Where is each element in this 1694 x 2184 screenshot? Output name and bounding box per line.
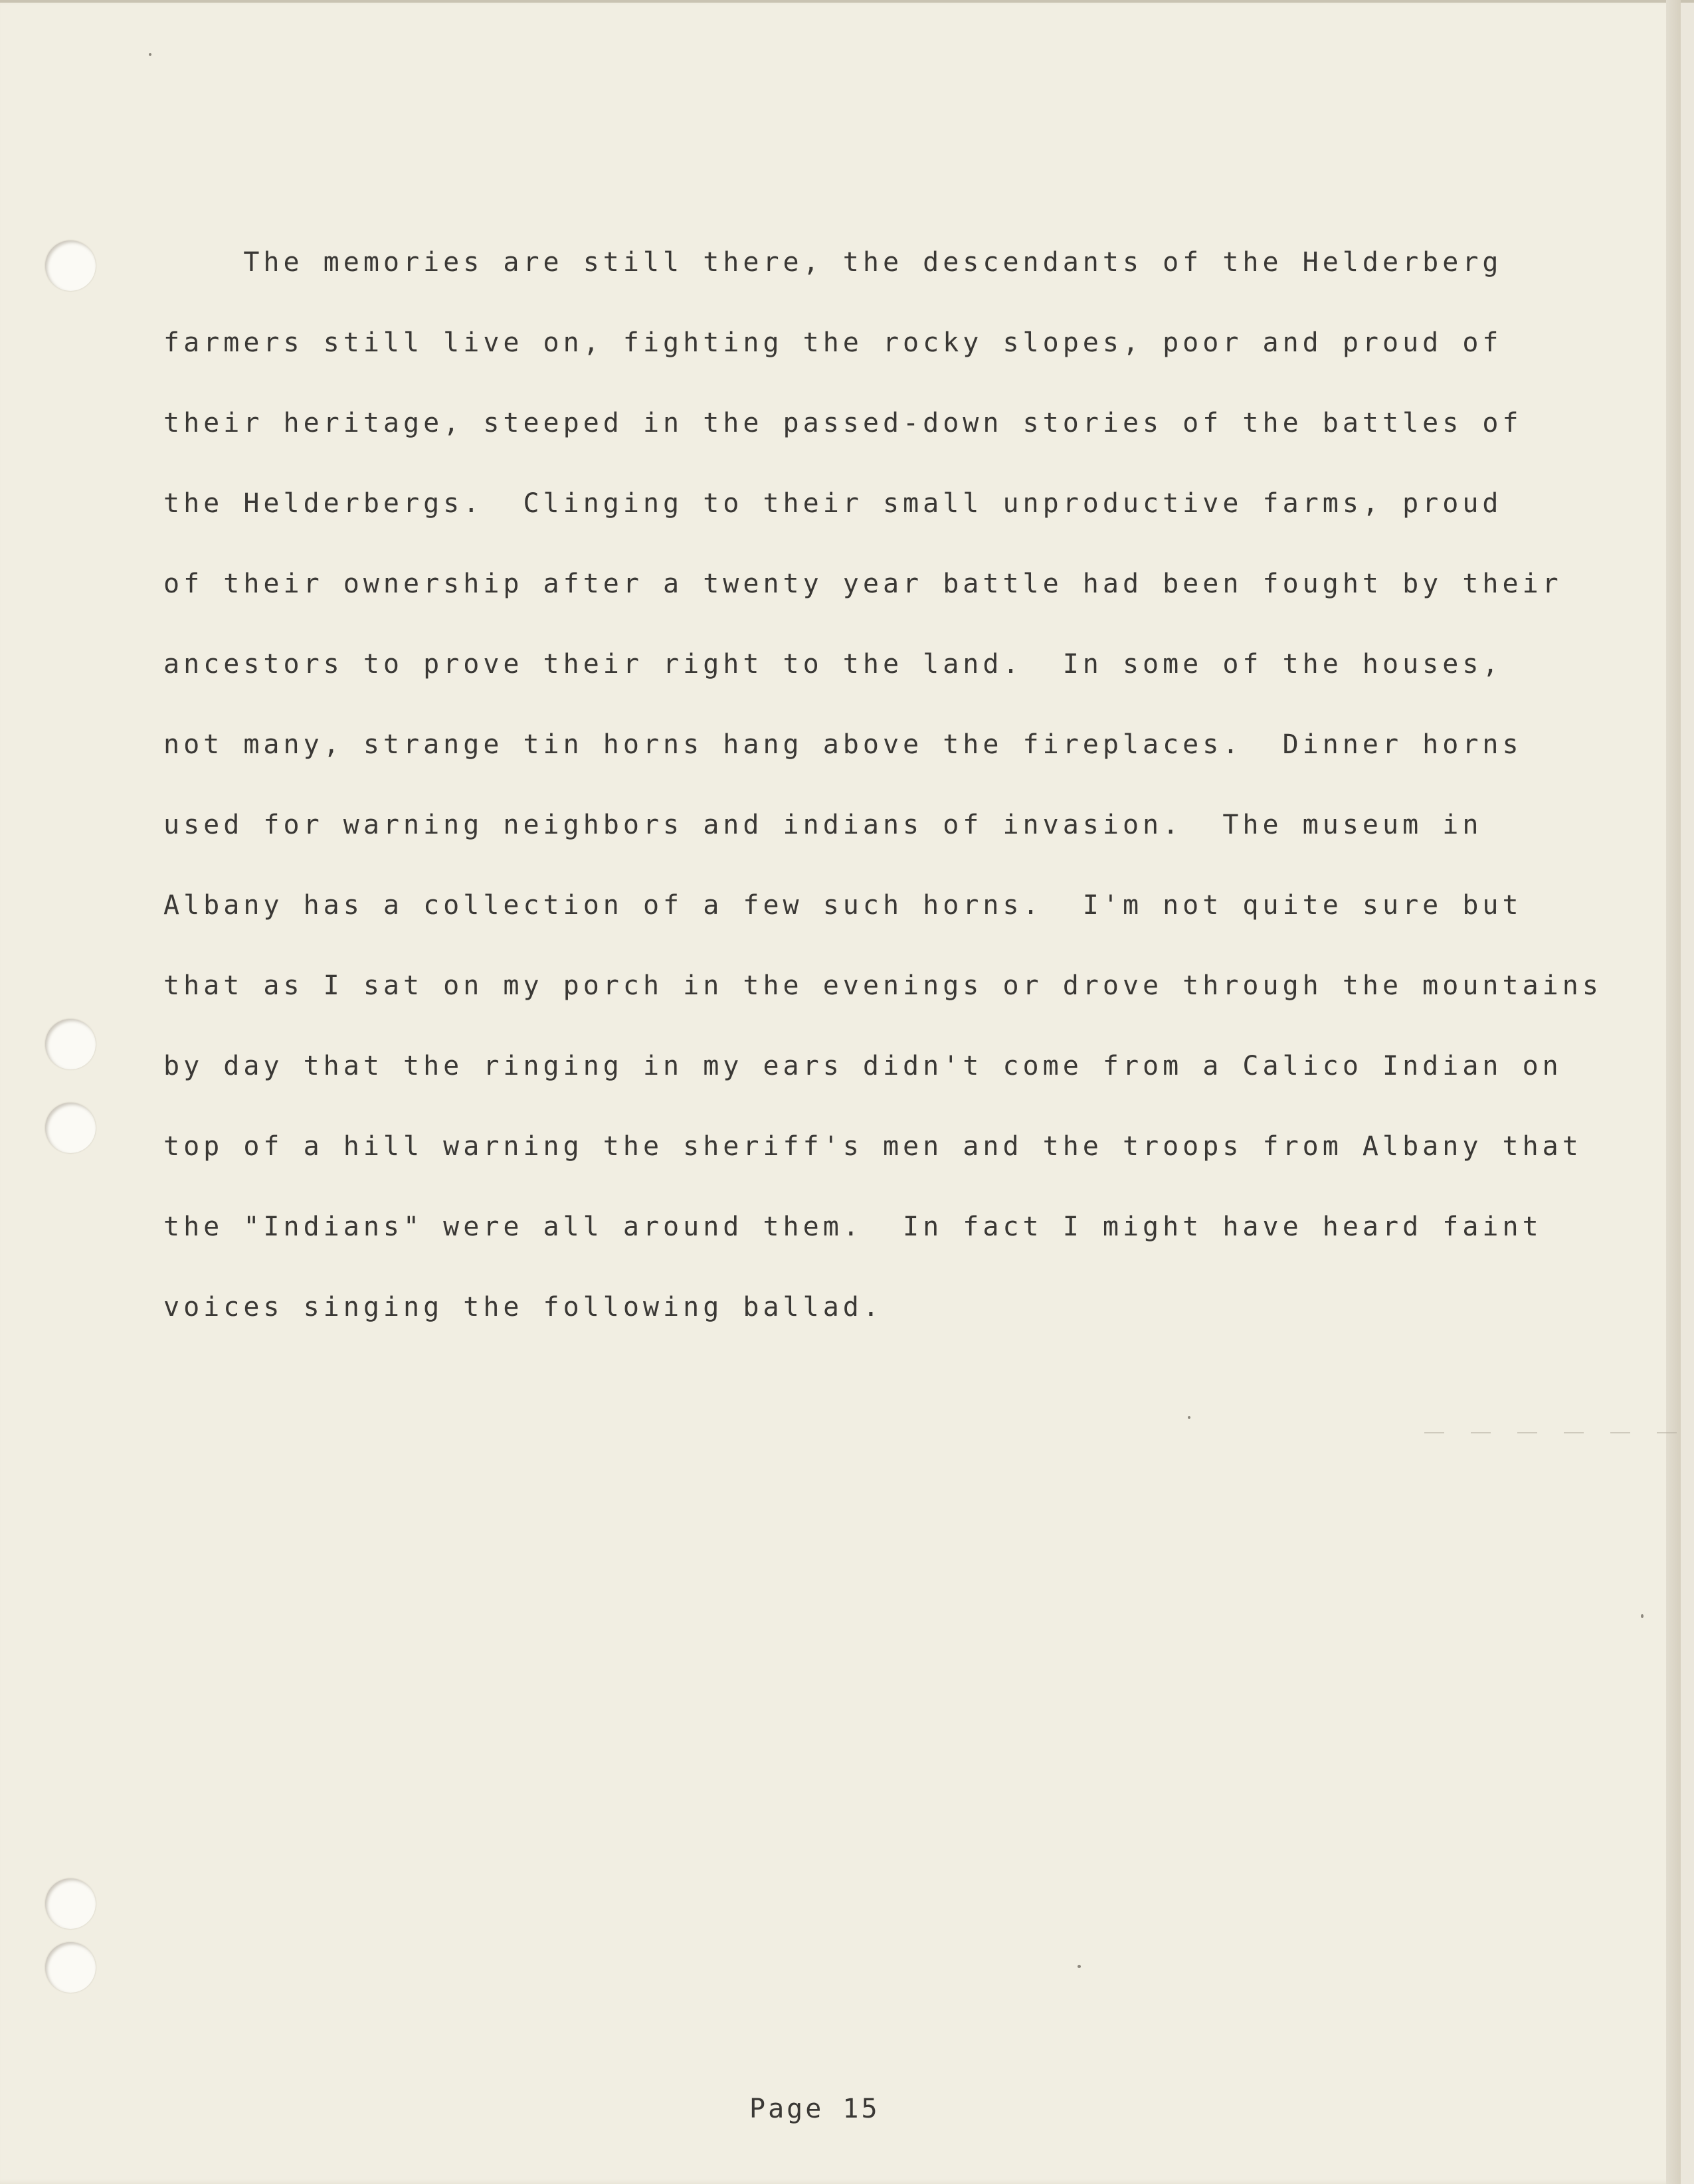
paper-right-edge [1666,0,1681,2184]
text-line: ancestors to prove their right to the land. In some of the houses, [163,649,1503,680]
binder-hole [45,1019,96,1069]
binder-hole [45,1942,96,1993]
binder-hole [45,240,96,291]
binder-hole [45,1878,96,1929]
text-line: The memories are still there, the descendants of the Helderberg [163,247,1503,278]
text-line: not many, strange tin horns hang above the fireplaces. Dinner horns [163,729,1523,760]
text-line: top of a hill warning the sheriff's men and the troops from Albany that [163,1131,1582,1162]
typed-paragraph [163,239,1612,1364]
faint-paper-mark [1424,1432,1677,1433]
text-line: farmers still live on, fighting the rocky slopes, poor and proud of [163,327,1503,358]
paper-speck [1078,1965,1081,1968]
text-line: by day that the ringing in my ears didn't come from a Calico Indian on [163,1051,1562,1081]
text-line: of their ownership after a twenty year battle had been fought by their [163,569,1562,599]
paper-speck [1641,1614,1644,1618]
text-line: their heritage, steeped in the passed-down stories of the battles of [163,408,1523,438]
text-line: voices singing the following ballad. [163,1292,883,1322]
paper-top-edge [0,0,1694,3]
binder-hole [45,1103,96,1153]
text-line: used for warning neighbors and indians of invasion. The museum in [163,810,1483,840]
text-line: the Helderbergs. Clinging to their small unproductive farms, proud [163,488,1503,519]
text-line: Albany has a collection of a few such horns. I'm not quite sure but [163,890,1523,921]
text-line: that as I sat on my porch in the evenings or drove through the mountains [163,970,1602,1001]
paper-speck [149,53,151,56]
paper-speck [1188,1416,1190,1419]
text-line: the "Indians" were all around them. In fact I might have heard faint [163,1212,1543,1242]
page-number: Page 15 [749,2094,880,2124]
